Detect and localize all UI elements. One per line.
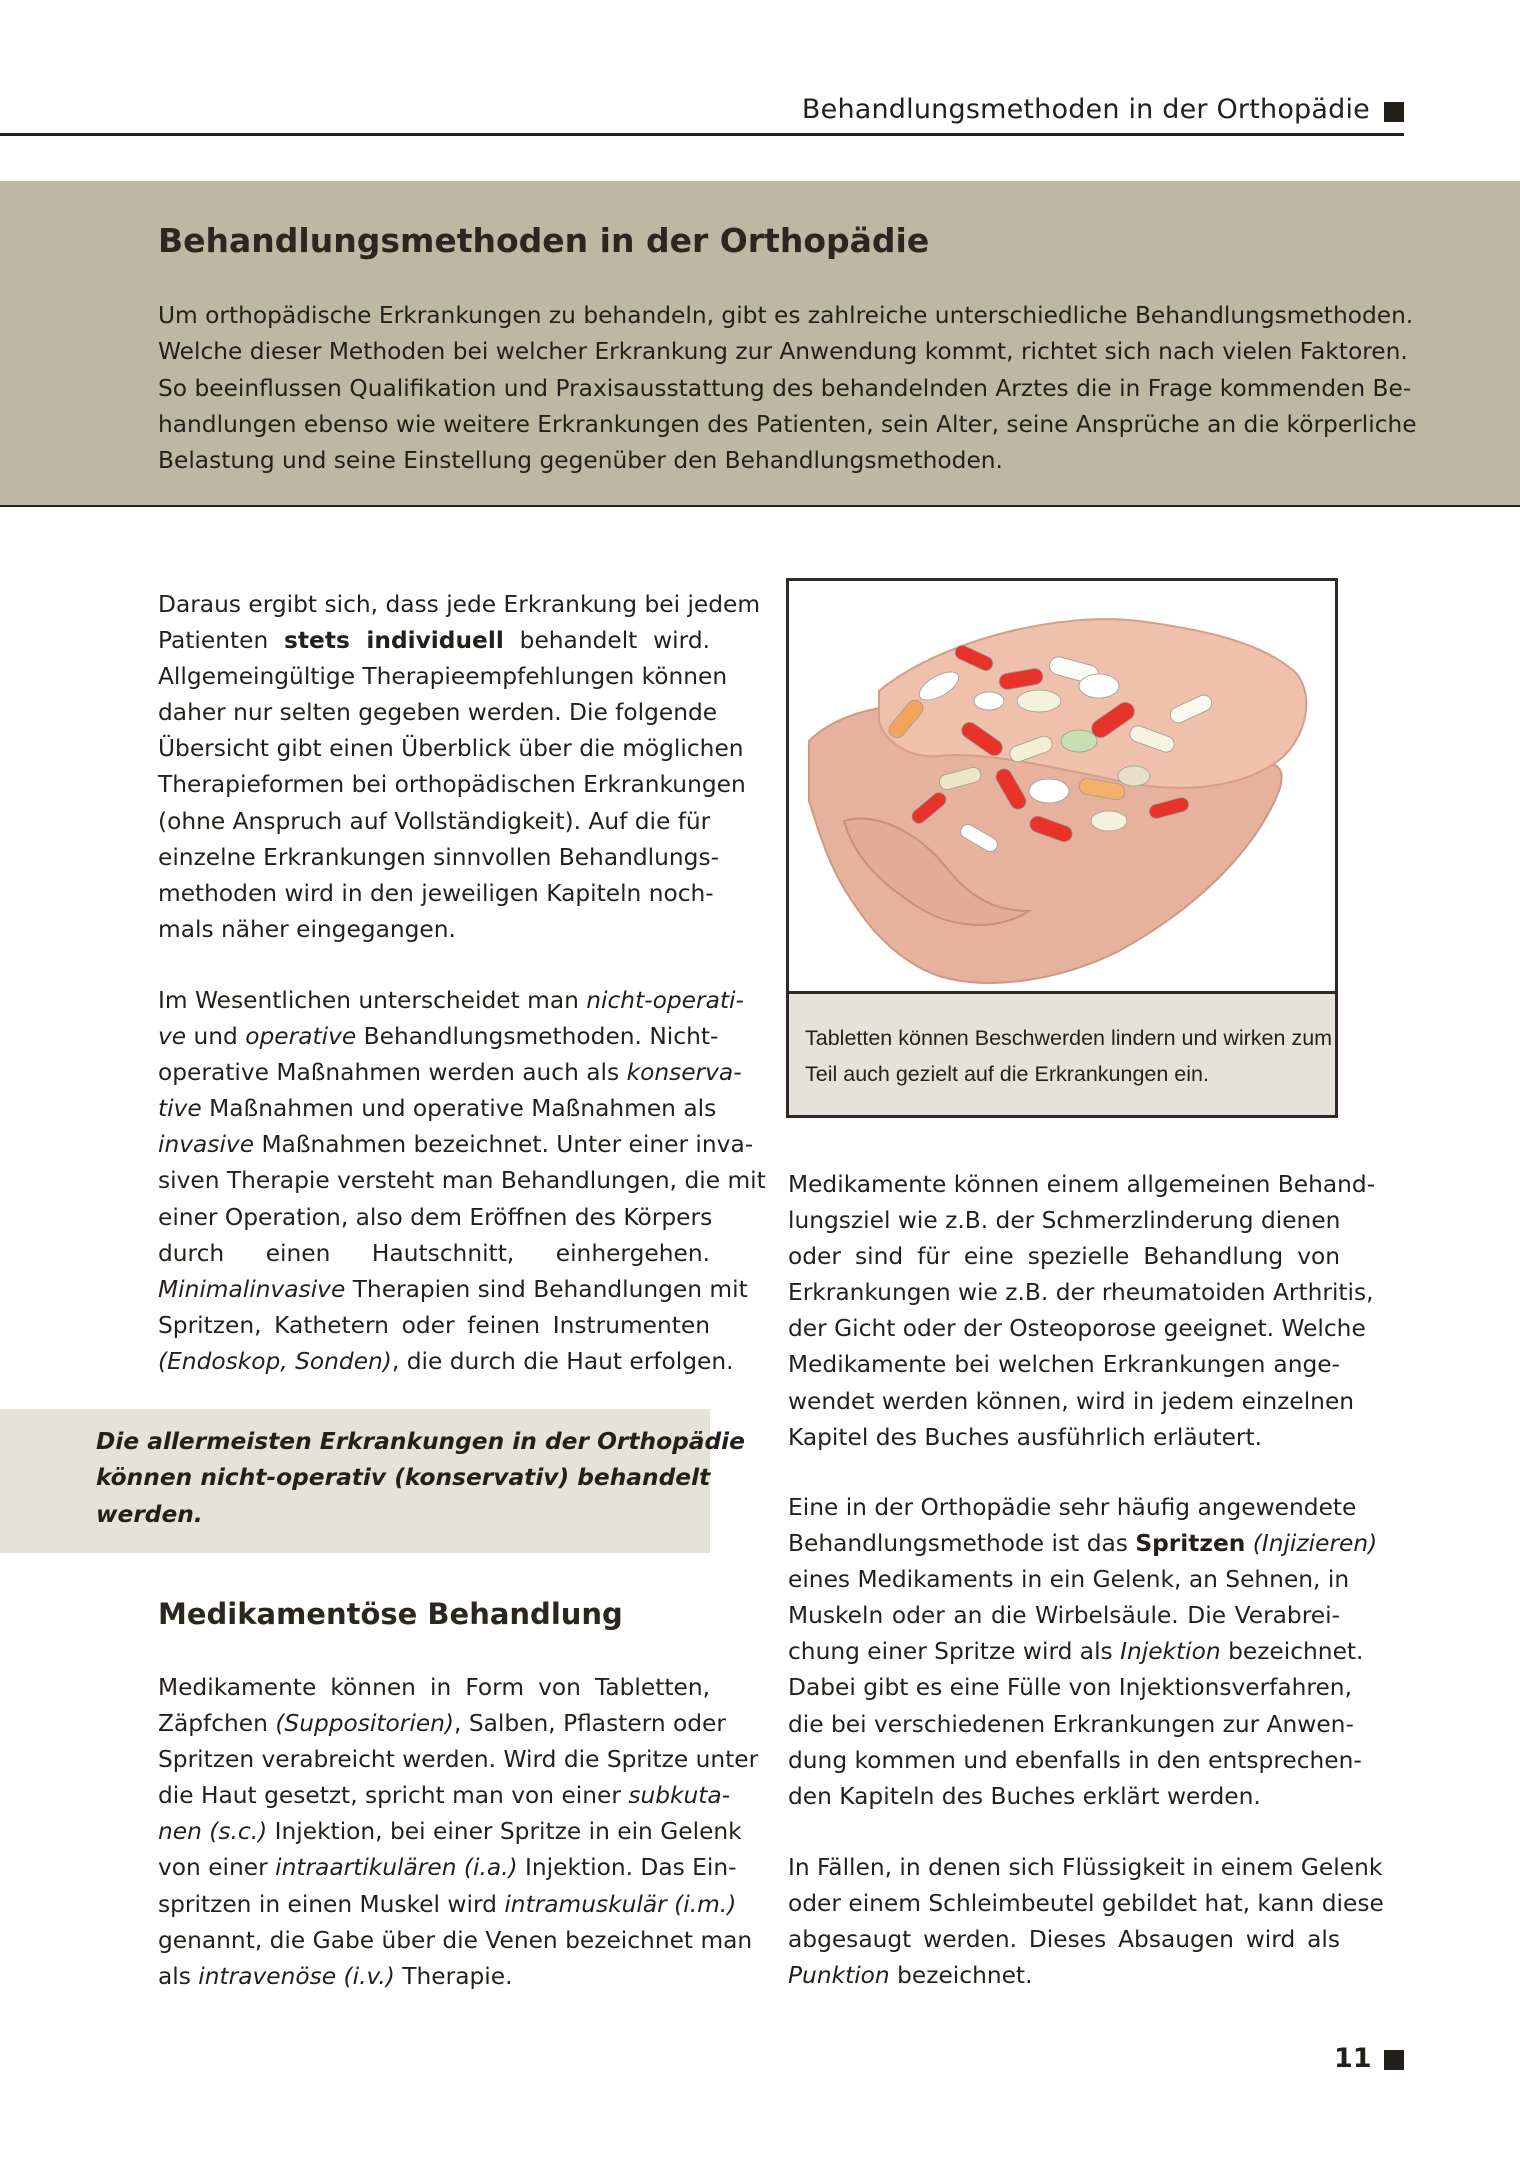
text-line: Medikamente können einem allgemeinen Behand-	[788, 1171, 1376, 1198]
text-line: die Haut gesetzt, spricht man von einer subkuta-	[158, 1782, 731, 1810]
right-paragraph-3	[788, 1850, 1384, 1994]
text-line: Im Wesentlichen unterscheidet man nicht-operati-	[158, 987, 744, 1014]
text-line: nen (s.c.) Injektion, bei einer Spritze in ein Gelenk	[158, 1818, 742, 1846]
text-line: der Gicht oder der Osteoporose geeignet. Welche	[788, 1315, 1366, 1343]
text-line: Spritzen, Kathetern oder feinen Instrumenten	[158, 1311, 710, 1339]
section-heading: Medikamentöse Behandlung	[158, 1597, 623, 1631]
highlight-line: werden.	[96, 1500, 203, 1528]
text-line: eines Medikaments in ein Gelenk, an Sehnen, in	[788, 1566, 1350, 1594]
highlight-note	[96, 1424, 745, 1533]
text-line: durch einen Hautschnitt, einhergehen.	[158, 1239, 710, 1267]
text-line: oder sind für eine spezielle Behandlung von	[788, 1243, 1340, 1271]
text-line: Therapieformen bei orthopädischen Erkrankungen	[158, 771, 746, 799]
text-line: einzelne Erkrankungen sinnvollen Behandlungs-	[158, 843, 719, 871]
text-line: spritzen in einen Muskel wird intramuskulär (i.m.)	[158, 1890, 737, 1918]
figure-caption	[805, 1020, 1333, 1092]
page-number: 11	[1334, 2043, 1372, 2074]
left-paragraph-2	[158, 983, 766, 1380]
text-line: lungsziel wie z.B. der Schmerzlinderung dienen	[788, 1207, 1341, 1235]
text-line: Punktion bezeichnet.	[788, 1962, 1033, 1990]
text-line: (Endoskop, Sonden), die durch die Haut erfolgen.	[158, 1347, 734, 1375]
photo-hands-with-pills	[789, 581, 1335, 991]
text-line: abgesaugt werden. Dieses Absaugen wird als	[788, 1926, 1340, 1954]
running-header-title: Behandlungsmethoden in der Orthopädie	[801, 94, 1370, 125]
text-line: Spritzen verabreicht werden. Wird die Spritze unter	[158, 1746, 759, 1774]
text-line: wendet werden können, wird in jedem einzelnen	[788, 1387, 1355, 1415]
intro-line: Welche dieser Methoden bei welcher Erkrankung zur Anwendung kommt, richtet sich nach vielen Faktoren.	[158, 338, 1408, 366]
text-line: den Kapiteln des Buches erklärt werden.	[788, 1782, 1261, 1810]
intro-line: Belastung und seine Einstellung gegenüber den Behandlungsmethoden.	[158, 447, 1003, 475]
right-paragraph-2	[788, 1490, 1378, 1815]
text-line: Patienten stets individuell behandelt wird.	[158, 627, 711, 655]
text-line: mals näher eingegangen.	[158, 915, 456, 943]
text-line: oder einem Schleimbeutel gebildet hat, kann diese	[788, 1890, 1384, 1918]
caption-line: Teil auch gezielt auf die Erkrankungen ein.	[805, 1062, 1209, 1086]
text-line: ve und operative Behandlungsmethoden. Nicht-	[158, 1023, 719, 1051]
text-line: operative Maßnahmen werden auch als konserva-	[158, 1059, 742, 1087]
figure-pills	[786, 578, 1338, 1118]
intro-line: So beeinflussen Qualifikation und Praxisausstattung des behandelnden Arztes die in Frage kommenden Be-	[158, 374, 1412, 402]
text-line: dung kommen und ebenfalls in den entsprechen-	[788, 1746, 1362, 1774]
text-line: einer Operation, also dem Eröffnen des Körpers	[158, 1203, 713, 1231]
text-line: Medikamente können in Form von Tabletten,	[158, 1674, 710, 1701]
intro-line: handlungen ebenso wie weitere Erkrankungen des Patienten, sein Alter, seine Ansprüche an die körperliche	[158, 410, 1417, 438]
text-line: Eine in der Orthopädie sehr häufig angewendete	[788, 1494, 1357, 1521]
text-line: von einer intraartikulären (i.a.) Injektion. Das Ein-	[158, 1854, 737, 1882]
text-line: invasive Maßnahmen bezeichnet. Unter einer inva-	[158, 1131, 754, 1159]
text-line: methoden wird in den jeweiligen Kapiteln noch-	[158, 879, 714, 907]
text-line: tive Maßnahmen und operative Maßnahmen als	[158, 1095, 717, 1123]
text-line: Minimalinvasive Therapien sind Behandlungen mit	[158, 1275, 748, 1303]
text-line: die bei verschiedenen Erkrankungen zur Anwen-	[788, 1710, 1354, 1738]
text-line: (ohne Anspruch auf Vollständigkeit). Auf die für	[158, 807, 711, 835]
intro-line: Um orthopädische Erkrankungen zu behandeln, gibt es zahlreiche unterschiedliche Behandlungsmethoden.	[158, 302, 1414, 329]
text-line: Muskeln oder an die Wirbelsäule. Die Verabrei-	[788, 1602, 1340, 1630]
highlight-line: können nicht-operativ (konservativ) behandelt	[96, 1464, 711, 1492]
text-line: Übersicht gibt einen Überblick über die möglichen	[158, 735, 744, 763]
text-line: In Fällen, in denen sich Flüssigkeit in einem Gelenk	[788, 1854, 1383, 1881]
footer-square-marker	[1384, 2050, 1404, 2070]
intro-bottom-rule	[0, 505, 1520, 507]
text-line: genannt, die Gabe über die Venen bezeichnet man	[158, 1926, 753, 1954]
hands-pills-illustration	[789, 581, 1335, 991]
header-rule	[0, 133, 1404, 136]
left-paragraph-1	[158, 587, 761, 948]
text-line: daher nur selten gegeben werden. Die folgende	[158, 699, 718, 727]
figure-caption-box	[789, 991, 1335, 1115]
text-line: Behandlungsmethode ist das Spritzen (Injizieren)	[788, 1530, 1378, 1558]
header-square-marker	[1384, 102, 1404, 122]
text-line: Kapitel des Buches ausführlich erläutert.	[788, 1423, 1263, 1451]
text-line: siven Therapie versteht man Behandlungen, die mit	[158, 1167, 766, 1195]
text-line: Medikamente bei welchen Erkrankungen ange-	[788, 1351, 1340, 1379]
highlight-line: Die allermeisten Erkrankungen in der Orthopädie	[96, 1428, 745, 1455]
caption-line: Tabletten können Beschwerden lindern und wirken zum	[805, 1026, 1333, 1050]
text-line: als intravenöse (i.v.) Therapie.	[158, 1962, 513, 1990]
text-line: Allgemeingültige Therapieempfehlungen können	[158, 663, 728, 691]
text-line: Erkrankungen wie z.B. der rheumatoiden Arthritis,	[788, 1279, 1374, 1307]
intro-paragraph	[158, 298, 1417, 479]
page-title: Behandlungsmethoden in der Orthopädie	[158, 221, 930, 260]
text-line: Daraus ergibt sich, dass jede Erkrankung bei jedem	[158, 591, 761, 618]
left-paragraph-3	[158, 1670, 759, 1995]
right-paragraph-1	[788, 1167, 1376, 1456]
text-line: Dabei gibt es eine Fülle von Injektionsverfahren,	[788, 1674, 1352, 1702]
text-line: chung einer Spritze wird als Injektion bezeichnet.	[788, 1638, 1364, 1666]
text-line: Zäpfchen (Suppositorien), Salben, Pflastern oder	[158, 1710, 726, 1738]
